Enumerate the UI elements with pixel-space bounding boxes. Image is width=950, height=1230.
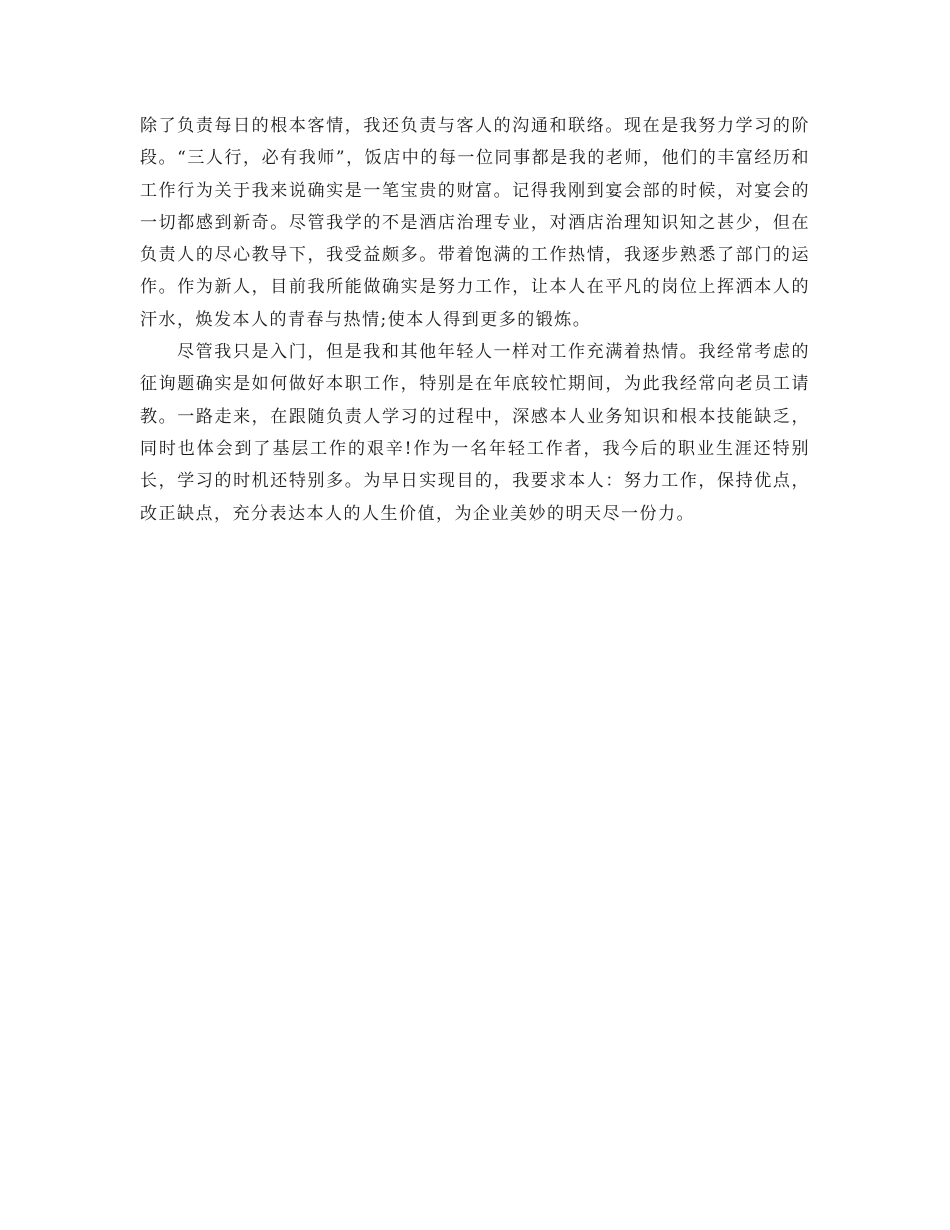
- paragraph-continued: 除了负责每日的根本客情，我还负责与客人的沟通和联络。现在是我努力学习的阶段。“三人行，必有我师”，饭店中的每一位同事都是我的老师，他们的丰富经历和工作行为关于我来说确实是一笔宝贵的财富。记得我刚到宴会部的时候，对宴会的一切都感到新奇。尽管我学的不是酒店治理专业，对酒店治理知识知之甚少，但在负责人的尽心教导下，我受益颇多。带着饱满的工作热情，我逐步熟悉了部门的运作。作为新人，目前我所能做确实是努力工作，让本人在平凡的岗位上挥洒本人的汗水，焕发本人的青春与热情;使本人得到更多的锻炼。: [140, 116, 810, 330]
- document-body: [140, 110, 810, 530]
- paragraph: 尽管我只是入门，但是我和其他年轻人一样对工作充满着热情。我经常考虑的征询题确实是如何做好本职工作，特别是在年底较忙期间，为此我经常向老员工请教。一路走来，在跟随负责人学习的过程中，深感本人业务知识和根本技能缺乏，同时也体会到了基层工作的艰辛!作为一名年轻工作者，我今后的职业生涯还特别长，学习的时机还特别多。为早日实现目的，我要求本人：努力工作，保持优点，改正缺点，充分表达本人的人生价值，为企业美妙的明天尽一份力。: [140, 342, 810, 524]
